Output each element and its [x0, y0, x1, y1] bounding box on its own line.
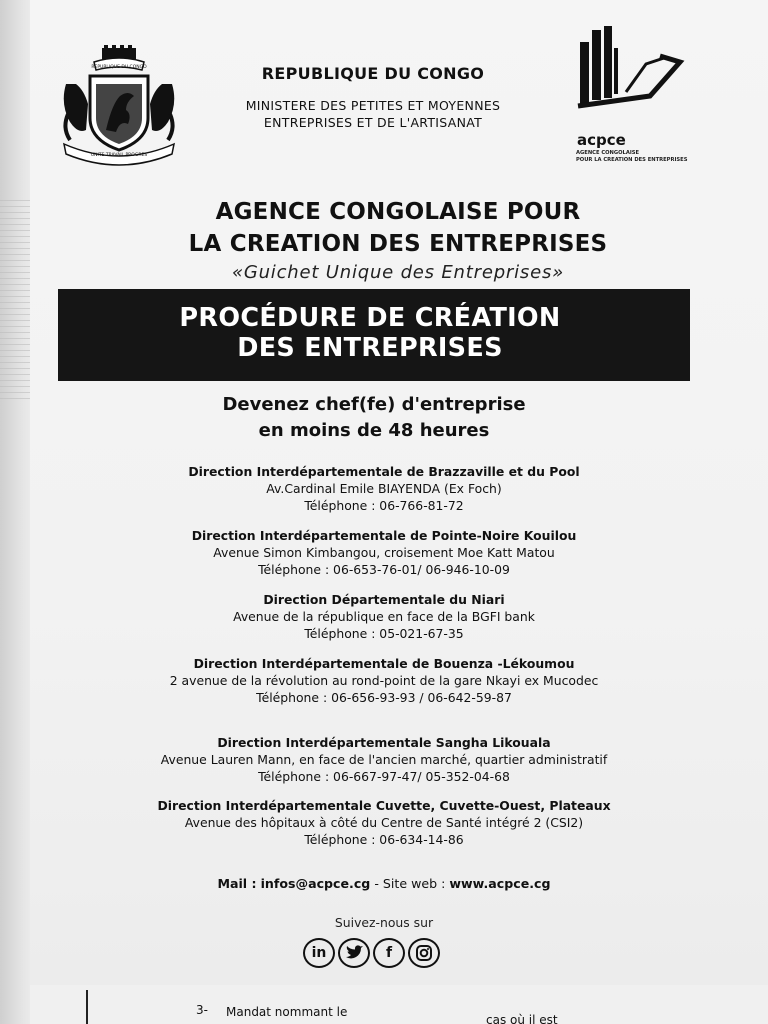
follow-us-label: Suivez-nous sur — [334, 915, 434, 930]
agency-line-1: AGENCE CONGOLAISE POUR — [215, 199, 581, 225]
direction-name: Direction Interdépartementale Cuvette, Cuvette-Ouest, Plateaux — [157, 798, 611, 813]
republic-title: REPUBLIQUE DU CONGO — [261, 64, 485, 83]
direction-name: Direction Interdépartementale de Brazzaville et du Pool — [188, 464, 580, 479]
direction-brazzaville — [0, 463, 768, 514]
bottom-item-number: 3- — [196, 1003, 208, 1017]
promo-line-1: Devenez chef(fe) d'entreprise — [222, 394, 526, 415]
direction-niari — [0, 591, 768, 642]
direction-cuvette — [0, 797, 768, 848]
direction-phone: Téléphone : 05-021-67-35 — [304, 626, 464, 641]
coat-motto-top: REPUBLIQUE DU CONGO — [91, 65, 147, 70]
mail-label: Mail : — [217, 876, 257, 891]
acpce-logo-icon — [572, 22, 690, 120]
mail-link[interactable]: infos@acpce.cg — [260, 876, 371, 891]
instagram-icon[interactable] — [408, 938, 440, 968]
twitter-icon[interactable] — [338, 938, 370, 968]
site-label: Site web : — [382, 876, 446, 891]
banner-line-2: DES ENTREPRISES — [237, 333, 503, 363]
direction-address: 2 avenue de la révolution au rond-point de la gare Nkayi ex Mucodec — [169, 673, 599, 688]
direction-name: Direction Départementale du Niari — [263, 592, 505, 607]
direction-pointe-noire — [0, 527, 768, 578]
facebook-icon[interactable] — [373, 938, 405, 968]
direction-phone: Téléphone : 06-634-14-86 — [304, 832, 464, 847]
acpce-sub-line-1: AGENCE CONGOLAISE — [576, 150, 640, 156]
direction-address: Avenue de la république en face de la BGFI bank — [233, 609, 535, 624]
direction-phone: Téléphone : 06-656-93-93 / 06-642-59-87 — [256, 690, 512, 705]
agency-line-2: LA CREATION DES ENTREPRISES — [188, 231, 608, 257]
twitter-bird-glyph — [345, 945, 363, 961]
linkedin-icon[interactable] — [303, 938, 335, 968]
site-link[interactable]: www.acpce.cg — [449, 876, 551, 891]
direction-phone: Téléphone : 06-766-81-72 — [304, 498, 464, 513]
ministry-line-2: ENTREPRISES ET DE L'ARTISANAT — [263, 115, 483, 130]
social-icons — [303, 938, 440, 970]
ministry-line-1: MINISTERE DES PETITES ET MOYENNES — [245, 98, 501, 113]
acpce-logo-name: acpce — [577, 131, 626, 149]
direction-address: Avenue Simon Kimbangou, croisement Moe Katt Matou — [213, 545, 555, 560]
direction-phone: Téléphone : 06-653-76-01/ 06-946-10-09 — [258, 562, 510, 577]
bottom-item-text: Mandat nommant le — [226, 1005, 348, 1019]
agency-title — [0, 196, 768, 260]
instagram-camera-glyph — [415, 944, 433, 962]
acpce-sub-line-2: POUR LA CREATION DES ENTREPRISES — [576, 156, 688, 163]
guichet-subtitle: «Guichet Unique des Entreprises» — [231, 262, 565, 283]
direction-sangha — [0, 734, 768, 785]
banner-text — [0, 303, 740, 363]
next-page-strip — [30, 985, 768, 1024]
promo-line-2: en moins de 48 heures — [258, 420, 490, 441]
direction-name: Direction Interdépartementale de Bouenza -Lékoumou — [193, 656, 575, 671]
direction-address: Av.Cardinal Emile BIAYENDA (Ex Foch) — [266, 481, 502, 496]
direction-address: Avenue des hôpitaux à côté du Centre de Santé intégré 2 (CSI2) — [184, 815, 584, 830]
promo-text — [0, 392, 748, 444]
contact-separator: - — [374, 876, 379, 891]
direction-phone: Téléphone : 06-667-97-47/ 05-352-04-68 — [258, 769, 510, 784]
contact-line — [0, 876, 768, 891]
direction-bouenza — [0, 655, 768, 706]
page-fold-line — [86, 990, 88, 1024]
facebook-glyph: f — [385, 945, 393, 961]
linkedin-glyph: in — [311, 945, 327, 961]
direction-name: Direction Interdépartementale Sangha Likouala — [217, 735, 551, 750]
direction-address: Avenue Lauren Mann, en face de l'ancien marché, quartier administratif — [160, 752, 608, 767]
banner-line-1: PROCÉDURE DE CRÉATION — [179, 303, 561, 333]
direction-name: Direction Interdépartementale de Pointe-Noire Kouilou — [191, 528, 577, 543]
coat-motto-bottom: UNITE TRAVAIL PROGRES — [90, 153, 148, 158]
bottom-right-text: cas où il est — [486, 1013, 558, 1024]
acpce-logo-subtitle — [576, 150, 696, 163]
